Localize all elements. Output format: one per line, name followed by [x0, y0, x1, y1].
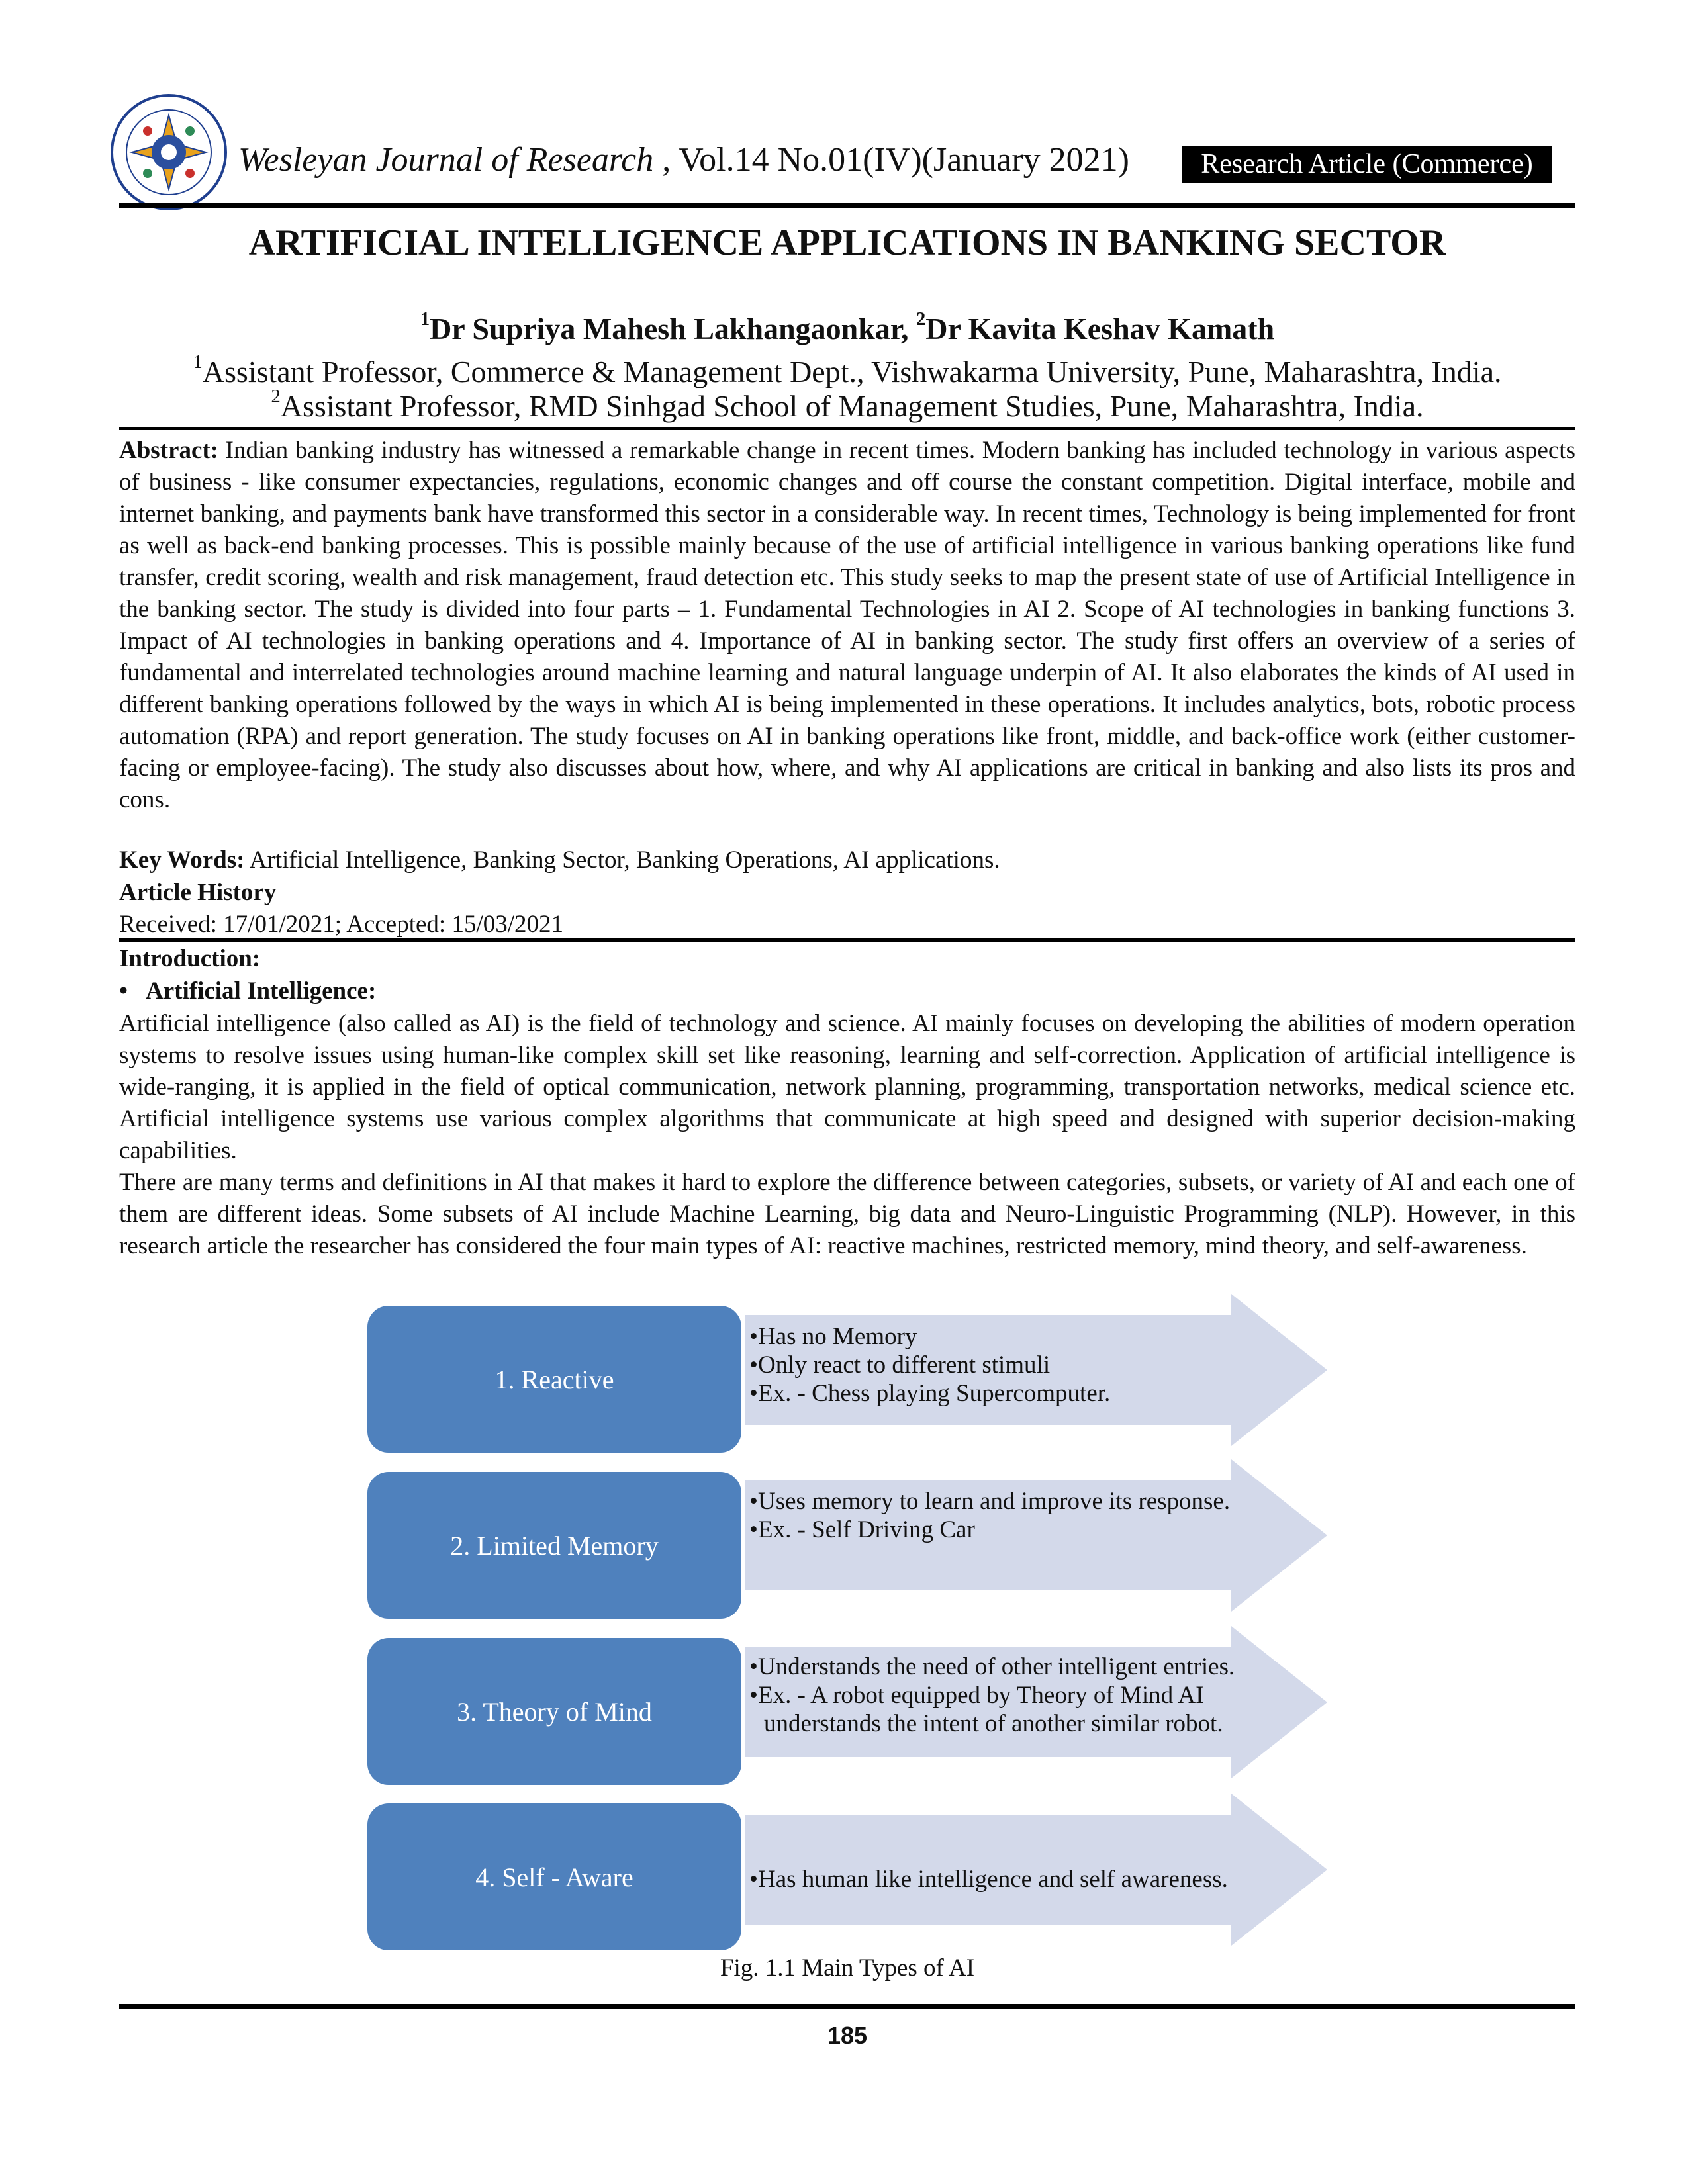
type-box-theory-of-mind: 3. Theory of Mind: [367, 1638, 741, 1785]
list-item: •Ex. - A robot equipped by Theory of Mind AI understands the intent of another similar robot.: [749, 1682, 1223, 1737]
list-item: •Uses memory to learn and improve its response.: [749, 1488, 1231, 1515]
list-item: •Only react to different stimuli: [749, 1351, 1051, 1379]
article-history-heading: Article History: [119, 879, 277, 906]
intro-paragraph-1: Artificial intelligence (also called as AI) is the field of technology and science. AI mainly focuses on developing the abilities of modern operation systems to resolve issues using human-like complex skill set like reasoning, learning and self-correction. Application of artificial intelligence is wide-ranging, it is applied in the field of optical communication, network planning, programming, transportation networks, medical science etc. Artificial intelligence systems use various complex algorithms that communicate at high speed and designed with superior decision-making capabilities.: [119, 1010, 1575, 1164]
affiliation-2-superscript: 2: [271, 387, 281, 408]
author-line: [119, 311, 1575, 346]
abstract-rule: [119, 427, 1575, 430]
author2-name: Dr Kavita Keshav Kamath: [925, 312, 1275, 345]
author1-superscript: 1: [420, 309, 430, 330]
type-items-theory-of-mind: [749, 1653, 1252, 1738]
intro-paragraph-2: There are many terms and definitions in AI that makes it hard to explore the difference between categories, subsets, or variety of AI and each one of them are different ideas. Some subsets of AI include Machine Learning, big data and Neuro-Linguistic Programming (NLP). However, in this research article the researcher has considered the four main types of AI: reactive machines, restricted memory, mind theory, and self-awareness.: [119, 1169, 1575, 1259]
abstract-label: Abstract:: [119, 437, 219, 464]
type-box-reactive: 1. Reactive: [367, 1306, 741, 1453]
affiliation-2-text: Assistant Professor, RMD Sinhgad School of Management Studies, Pune, Maharashtra, India.: [280, 389, 1424, 423]
keywords-text: Artificial Intelligence, Banking Sector, Banking Operations, AI applications.: [244, 846, 1000, 874]
list-item: •Ex. - Self Driving Car: [749, 1516, 975, 1543]
type-items-self-aware: [749, 1865, 1252, 1893]
list-item: •Ex. - Chess playing Supercomputer.: [749, 1380, 1111, 1407]
article-type-badge: Research Article (Commerce): [1182, 146, 1552, 183]
introduction-heading: Introduction:: [119, 945, 261, 972]
list-item: •Has human like intelligence and self awareness.: [749, 1866, 1228, 1893]
keywords-label: Key Words:: [119, 846, 245, 874]
journal-citation: [238, 140, 1129, 179]
type-items-limited-memory: [749, 1487, 1252, 1544]
journal-name: Wesleyan Journal of Research: [238, 141, 654, 179]
type-items-reactive: [749, 1322, 1252, 1408]
abstract-text: Indian banking industry has witnessed a remarkable change in recent times. Modern banking has included technology in various aspects of business - like consumer expectancies, regulations, economic changes and off course the constant competition. Digital interface, mobile and internet banking, and payments bank have transformed this sector in a considerable way. In recent times, Technology is being implemented for front as well as back-end banking processes. This is possible mainly because of the use of artificial intelligence in various banking operations like fund transfer, credit scoring, wealth and risk management, fraud detection etc. This study seeks to map the present state of use of Artificial Intelligence in the banking sector. The study is divided into four parts – 1. Fundamental Technologies in AI 2. Scope of AI technologies in banking functions 3. Impact of AI technologies in banking operations and 4. Importance of AI in banking sector. The study first offers an overview of a series of fundamental and interrelated technologies around machine learning and natural language underpin of AI. It also elaborates the kinds of AI used in different banking operations followed by the ways in which AI is being implemented in these operations. It includes analytics, bots, robotic process automation (RPA) and report generation. The study focuses on AI in banking operations like front, middle, and back-office work (either customer-facing or employee-facing). The study also discusses about how, where, and why AI applications are critical in banking and also lists its pros and cons.: [119, 437, 1575, 813]
affiliation-1-text: Assistant Professor, Commerce & Management Dept., Vishwakarma University, Pune, Maharashtra, India.: [202, 355, 1502, 388]
author2-superscript: 2: [916, 309, 926, 330]
abstract: [119, 435, 1575, 816]
page-number: 185: [827, 2022, 868, 2049]
paper-title: ARTIFICIAL INTELLIGENCE APPLICATIONS IN BANKING SECTOR: [248, 222, 1446, 263]
type-box-self-aware: 4. Self - Aware: [367, 1803, 741, 1950]
ai-heading-text: Artificial Intelligence:: [146, 978, 377, 1005]
article-history-dates: Received: 17/01/2021; Accepted: 15/03/2021: [119, 911, 564, 938]
affiliation-1: [119, 354, 1575, 389]
figure-caption: Fig. 1.1 Main Types of AI: [720, 1954, 975, 1981]
bullet-icon: •: [119, 978, 128, 1005]
footer-rule: [119, 2004, 1575, 2009]
author1-name: Dr Supriya Mahesh Lakhangaonkar,: [430, 312, 917, 345]
list-item: •Understands the need of other intelligent entries.: [749, 1653, 1235, 1680]
volume-issue: , Vol.14 No.01(IV)(January 2021): [653, 141, 1129, 179]
header-rule: [119, 203, 1575, 208]
affiliation-2: [119, 388, 1575, 424]
keywords: [119, 844, 1575, 876]
affiliation-1-superscript: 1: [193, 352, 203, 373]
type-box-limited-memory: 2. Limited Memory: [367, 1472, 741, 1619]
journal-seal-icon: [109, 93, 228, 212]
ai-bullet-heading: [119, 976, 376, 1007]
section-rule: [119, 938, 1575, 942]
list-item: •Has no Memory: [749, 1323, 917, 1350]
